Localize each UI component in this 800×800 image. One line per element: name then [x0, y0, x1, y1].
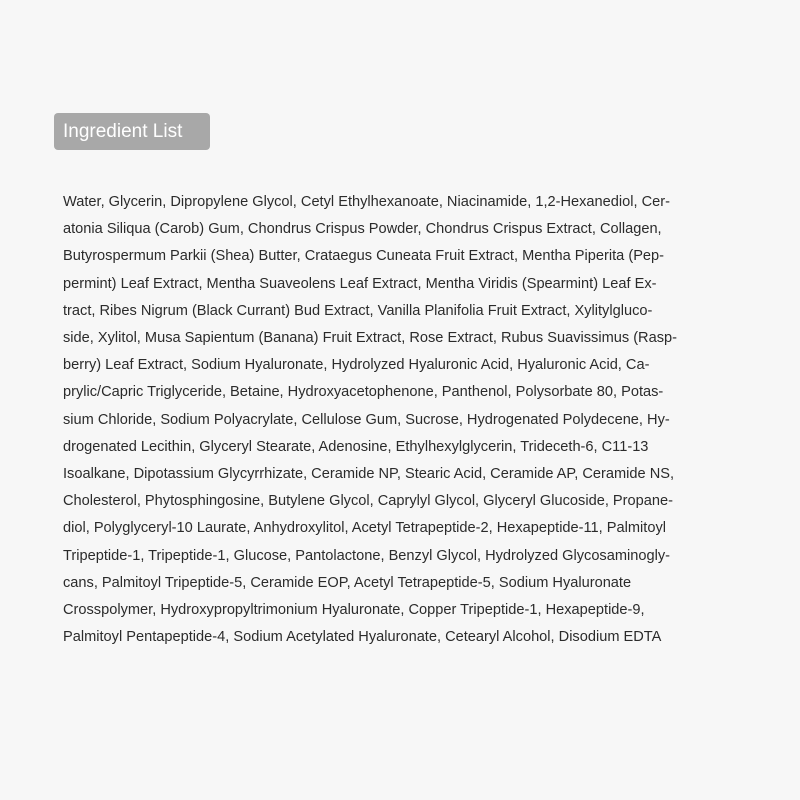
ingredient-line: atonia Siliqua (Carob) Gum, Chondrus Crispus Powder, Chondrus Crispus Extract, Collagen, [63, 221, 662, 238]
ingredient-line: sium Chloride, Sodium Polyacrylate, Cellulose Gum, Sucrose, Hydrogenated Polydecene, Hy- [63, 411, 670, 428]
ingredient-line: tract, Ribes Nigrum (Black Currant) Bud Extract, Vanilla Planifolia Fruit Extract, Xylitylgluco- [63, 302, 653, 319]
ingredient-line: diol, Polyglyceryl-10 Laurate, Anhydroxylitol, Acetyl Tetrapeptide-2, Hexapeptide-11, Palmitoyl [63, 520, 666, 537]
ingredient-line: cans, Palmitoyl Tripeptide-5, Ceramide EOP, Acetyl Tetrapeptide-5, Sodium Hyaluronate [63, 574, 632, 591]
ingredient-line: permint) Leaf Extract, Mentha Suaveolens Leaf Extract, Mentha Viridis (Spearmint) Leaf Ex- [63, 275, 657, 292]
ingredient-line: drogenated Lecithin, Glyceryl Stearate, Adenosine, Ethylhexylglycerin, Trideceth-6, C11-13 [63, 438, 649, 455]
ingredient-line: Butyrospermum Parkii (Shea) Butter, Crataegus Cuneata Fruit Extract, Mentha Piperita (Pep- [63, 248, 665, 265]
ingredient-line: Palmitoyl Pentapeptide-4, Sodium Acetylated Hyaluronate, Cetearyl Alcohol, Disodium EDTA [63, 629, 662, 646]
ingredient-line: Tripeptide-1, Tripeptide-1, Glucose, Pantolactone, Benzyl Glycol, Hydrolyzed Glycosaminogly- [63, 547, 670, 564]
ingredient-text [63, 189, 723, 651]
ingredient-line: berry) Leaf Extract, Sodium Hyaluronate, Hydrolyzed Hyaluronic Acid, Hyaluronic Acid, Ca- [63, 357, 650, 374]
ingredient-line: side, Xylitol, Musa Sapientum (Banana) Fruit Extract, Rose Extract, Rubus Suavissimus (Rasp- [63, 330, 677, 347]
ingredient-line: prylic/Capric Triglyceride, Betaine, Hydroxyacetophenone, Panthenol, Polysorbate 80, Potas- [63, 384, 664, 401]
ingredient-line: Cholesterol, Phytosphingosine, Butylene Glycol, Caprylyl Glycol, Glyceryl Glucoside, Propane- [63, 493, 673, 510]
ingredient-line: Crosspolymer, Hydroxypropyltrimonium Hyaluronate, Copper Tripeptide-1, Hexapeptide-9, [63, 602, 645, 619]
ingredient-line: Isoalkane, Dipotassium Glycyrrhizate, Ceramide NP, Stearic Acid, Ceramide AP, Ceramide NS, [63, 466, 675, 483]
ingredient-list-badge: Ingredient List [54, 113, 210, 150]
ingredient-line: Water, Glycerin, Dipropylene Glycol, Cetyl Ethylhexanoate, Niacinamide, 1,2-Hexanediol, Cer- [63, 194, 670, 210]
